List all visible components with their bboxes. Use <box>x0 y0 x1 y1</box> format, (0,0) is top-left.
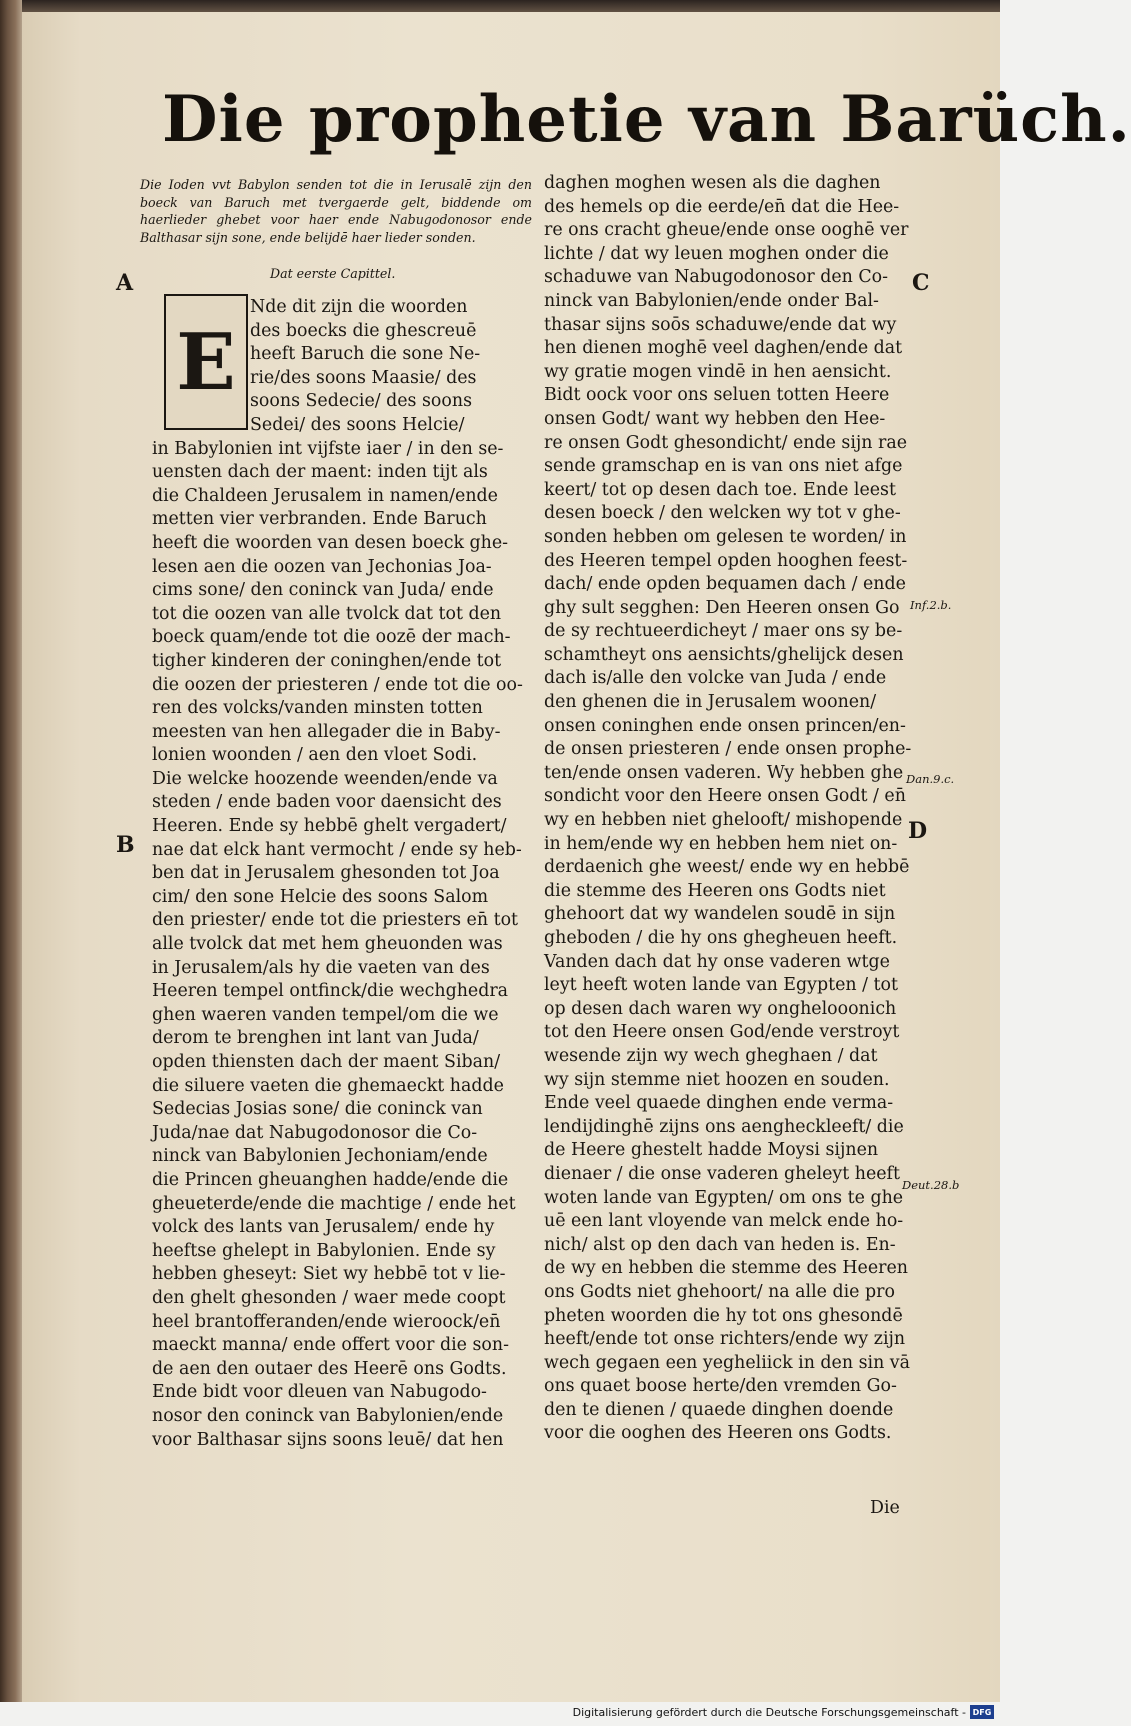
text-line: rie/des soons Maasie/ des <box>250 367 477 388</box>
text-line: ren des volcks/vanden minsten totten <box>152 698 483 719</box>
chapter-heading: Dat eerste Capittel. <box>270 266 396 281</box>
text-line: ninck van Babylonien Jechoniam/ende <box>152 1146 488 1167</box>
text-line: ninck van Babylonien/ende onder Bal- <box>544 290 879 311</box>
text-line: in hem/ende wy en hebben hem niet on- <box>544 833 898 854</box>
text-line: wy sijn stemme niet hoozen en souden. <box>544 1069 890 1090</box>
text-line: sonden hebben om gelesen te worden/ in <box>544 526 907 547</box>
text-line: hen dienen moghē veel daghen/ende dat <box>544 338 903 359</box>
text-line: heeft die woorden van desen boeck ghe- <box>152 532 509 553</box>
text-line: ten/ende onsen vaderen. Wy hebben ghe <box>544 762 904 783</box>
text-line: onsen Godt/ want wy hebben den Hee- <box>544 408 886 429</box>
text-line: des hemels op die eerde/en̄ dat die Hee- <box>544 196 900 217</box>
text-line: Vanden dach dat hy onse vaderen wtge <box>544 951 890 972</box>
text-line: alle tvolck dat met hem gheuonden was <box>152 934 503 955</box>
text-line: tot die oozen van alle tvolck dat tot den <box>152 603 502 624</box>
text-line: nae dat elck hant vermocht / ende sy heb- <box>152 839 522 860</box>
text-line: wech gegaen een yegheliick in den sin vā <box>544 1352 910 1373</box>
text-line: nosor den coninck van Babylonien/ende <box>152 1405 504 1426</box>
text-line: heeft Baruch die sone Ne- <box>250 344 481 365</box>
margin-note: Dan.9.c. <box>906 772 955 786</box>
text-line: ghen waeren vanden tempel/om die we <box>152 1004 499 1025</box>
text-line: opden thiensten dach der maent Siban/ <box>152 1052 501 1072</box>
text-line: lendijdinghē zijns ons aengheckleeft/ die <box>544 1116 904 1137</box>
text-line: die Princen gheuanghen hadde/ende die <box>152 1169 509 1190</box>
text-line: in Jerusalem/als hy die vaeten van des <box>152 957 490 978</box>
text-line: die Chaldeen Jerusalem in namen/ende <box>152 485 498 506</box>
text-line: keert/ tot op desen dach toe. Ende leest <box>544 479 896 500</box>
text-line: Ende bidt voor dleuen van Nabugodo- <box>152 1382 487 1403</box>
text-line: de onsen priesteren / ende onsen prophe- <box>544 739 912 760</box>
text-line: Nde dit zijn die woorden <box>250 297 468 317</box>
text-line: nich/ alst op den dach van heden is. En- <box>544 1234 896 1255</box>
text-line: op desen dach waren wy onghelooonich <box>544 998 897 1019</box>
text-line: des Heeren tempel opden hooghen feest- <box>544 550 908 571</box>
text-line: die oozen der priesteren / ende tot die oo- <box>152 674 523 695</box>
text-line: wesende zijn wy wech gheghaen / dat <box>544 1045 878 1066</box>
text-line: dach/ ende opden bequamen dach / ende <box>544 574 906 595</box>
section-marker-c: C <box>912 270 930 296</box>
text-line: ben dat in Jerusalem ghesonden tot Joa <box>152 863 500 884</box>
text-line: den ghelt ghesonden / waer mede coopt <box>152 1287 506 1308</box>
text-line: steden / ende baden voor daensicht des <box>152 792 502 813</box>
text-line: heel brantofferanden/ende wieroock/en̄ <box>152 1311 501 1332</box>
text-line: hebben gheseyt: Siet wy hebbē tot v lie- <box>152 1264 506 1285</box>
text-line: woten lande van Egypten/ om ons te ghe <box>544 1187 904 1208</box>
text-line: metten vier verbranden. Ende Baruch <box>152 509 487 530</box>
text-line: ons quaet boose herte/den vremden Go- <box>544 1376 897 1397</box>
text-line: daghen moghen wesen als die daghen <box>544 173 881 193</box>
text-line: uē een lant vloyende van melck ende ho- <box>544 1211 904 1232</box>
text-line: wy en hebben niet ghelooft/ mishopende <box>544 810 903 831</box>
text-line: de Heere ghestelt hadde Moysi sijnen <box>544 1140 879 1161</box>
text-line: dienaer / die onse vaderen gheleyt heeft <box>544 1163 900 1184</box>
text-line: Heeren. Ende sy hebbē ghelt vergadert/ <box>152 816 507 837</box>
initial-letter-glyph: E <box>176 316 236 408</box>
text-line: lonien woonden / aen den vloet Sodi. <box>152 745 478 766</box>
section-marker-b: B <box>116 832 135 858</box>
text-line: Die welcke hoozende weenden/ende va <box>152 768 498 789</box>
left-text-column <box>152 296 538 1452</box>
text-line: Juda/nae dat Nabugodonosor die Co- <box>152 1122 478 1143</box>
text-line: uensten dach der maent: inden tijt als <box>152 462 488 483</box>
section-marker-d: D <box>908 818 928 844</box>
text-line: tot den Heere onsen God/ende verstroyt <box>544 1022 900 1043</box>
text-line: dach is/alle den volcke van Juda / ende <box>544 668 887 689</box>
text-line: des boecks die ghescreuē <box>250 320 477 341</box>
text-line: re ons cracht gheue/ende onse ooghē ver <box>544 220 909 241</box>
text-line: voor die ooghen des Heeren ons Godts. <box>544 1423 892 1444</box>
text-line: den te dienen / quaede dinghen doende <box>544 1399 894 1420</box>
text-line: wy gratie mogen vindē in hen aensicht. <box>544 361 892 382</box>
text-line: derom te brenghen int lant van Juda/ <box>152 1028 479 1049</box>
text-line: maeckt manna/ ende offert voor die son- <box>152 1335 509 1356</box>
text-line: tigher kinderen der coninghen/ende tot <box>152 650 502 671</box>
chapter-summary: Die Ioden vvt Babylon senden tot die in Ierusalē zijn den boeck van Baruch met tvergaerde gelt, biddende om haerlieder ghebet voor haer ende Nabugodonosor ende Balthasar sijn sone, ende belijdē haer lieder sonden. <box>140 177 532 245</box>
margin-note: Deut.28.b <box>902 1178 960 1192</box>
text-line: de aen den outaer des Heerē ons Godts. <box>152 1358 507 1379</box>
text-line: ghehoort dat wy wandelen soudē in sijn <box>544 904 896 925</box>
text-line: derdaenich ghe weest/ ende wy en hebbē <box>544 857 910 878</box>
text-line: Ende veel quaede dinghen ende verma- <box>544 1093 894 1114</box>
text-line: sondicht voor den Heere onsen Godt / en̄ <box>544 786 906 807</box>
text-line: den priester/ ende tot die priesters en̄ tot <box>152 910 519 931</box>
text-line: schamtheyt ons aensichts/ghelijck desen <box>544 644 904 665</box>
text-line: cims sone/ den coninck van Juda/ ende <box>152 580 494 601</box>
text-line: heeft/ende tot onse richters/ende wy zijn <box>544 1329 906 1350</box>
text-line: de wy en hebben die stemme des Heeren <box>544 1258 908 1279</box>
text-line: meesten van hen allegader die in Baby- <box>152 721 501 742</box>
text-line: soons Sedecie/ des soons <box>250 391 472 412</box>
text-line: lesen aen die oozen van Jechonias Joa- <box>152 556 492 577</box>
text-line: leyt heeft woten lande van Egypten / tot <box>544 975 898 996</box>
dfg-logo: DFG <box>970 1705 994 1719</box>
text-line: gheueterde/ende die machtige / ende het <box>152 1193 516 1214</box>
text-line: Sedecias Josias sone/ die coninck van <box>152 1099 483 1120</box>
right-text-column <box>544 172 934 1446</box>
text-line: lichte / dat wy leuen moghen onder die <box>544 243 889 264</box>
text-line: ghy sult segghen: Den Heeren onsen Go <box>544 597 900 618</box>
text-line: sende gramschap en is van ons niet afge <box>544 456 903 477</box>
text-line: pheten woorden die hy tot ons ghesondē <box>544 1305 903 1326</box>
section-marker-a: A <box>116 270 134 296</box>
text-line: in Babylonien int vijfste iaer / in den se- <box>152 438 504 459</box>
text-line: gheboden / die hy ons ghegheuen heeft. <box>544 928 898 948</box>
margin-note: Inf.2.b. <box>910 598 952 612</box>
text-line: Heeren tempel ontfinck/die wechghedra <box>152 981 509 1002</box>
text-line: volck des lants van Jerusalem/ ende hy <box>152 1217 495 1238</box>
text-line: schaduwe van Nabugodonosor den Co- <box>544 267 889 288</box>
text-line: desen boeck / den welcken wy tot v ghe- <box>544 503 901 524</box>
footer-credit: Digitalisierung gefördert durch die Deutsche Forschungsgemeinschaft - <box>572 1706 966 1719</box>
text-line: den ghenen die in Jerusalem woonen/ <box>544 692 877 713</box>
catchword: Die <box>870 1498 900 1518</box>
text-line: die siluere vaeten die ghemaeckt hadde <box>152 1075 504 1096</box>
book-binding-edge <box>0 0 22 1726</box>
text-line: cim/ den sone Helcie des soons Salom <box>152 886 489 907</box>
text-line: ons Godts niet ghehoort/ na alle die pro <box>544 1281 895 1302</box>
text-line: Bidt oock voor ons seluen totten Heere <box>544 385 890 406</box>
book-page <box>22 12 1131 1702</box>
text-line: Sedei/ des soons Helcie/ <box>250 414 465 435</box>
text-line: onsen coninghen ende onsen princen/en- <box>544 715 906 736</box>
text-line: boeck quam/ende tot die oozē der mach- <box>152 627 511 648</box>
text-line: die stemme des Heeren ons Godts niet <box>544 880 886 901</box>
text-line: re onsen Godt ghesondicht/ ende sijn rae <box>544 432 908 453</box>
page-title: Die prophetie van Barüch. <box>162 82 1131 157</box>
text-line: voor Balthasar sijns soons leuē/ dat hen <box>152 1429 504 1450</box>
text-line: heeftse ghelept in Babylonien. Ende sy <box>152 1240 496 1261</box>
text-line: de sy rechtueerdicheyt / maer ons sy be- <box>544 621 903 642</box>
text-line: thasar sijns soōs schaduwe/ende dat wy <box>544 314 897 335</box>
